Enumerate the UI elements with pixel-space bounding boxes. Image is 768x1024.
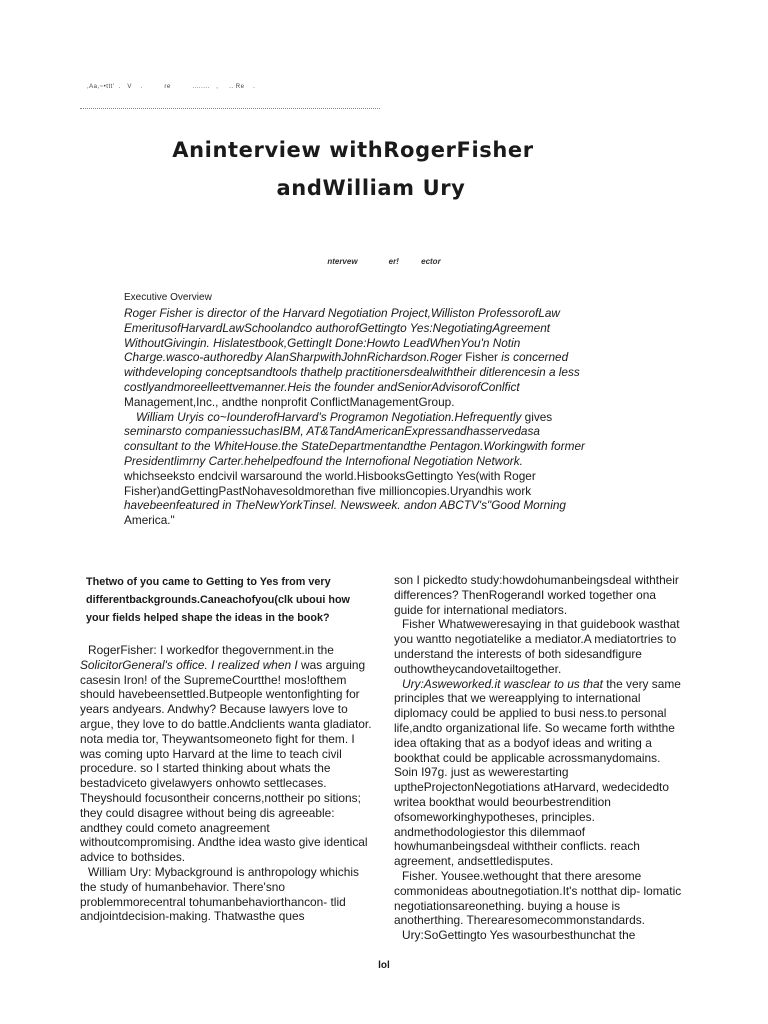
text-run: America." [124, 513, 175, 528]
right-column [394, 573, 684, 943]
page-number: lol [378, 960, 390, 971]
text-run: Ury:SoGettingto Yes wasourbesthunchat the [402, 928, 636, 943]
text-run: gives [521, 409, 553, 424]
answer-paragraph [394, 677, 684, 869]
text-run: Roger Fisher [124, 306, 196, 320]
interview-question: Thetwo of you came to Getting to Yes from very differentbackgrounds.Caneachofyou(clk uboui how your fields helped shape the ideas in the book? [86, 576, 350, 624]
text-run: Fisher [461, 350, 502, 365]
executive-overview-heading: Executive Overview [124, 292, 212, 303]
answer-paragraph [80, 643, 372, 865]
summary-paragraph-ury [124, 410, 594, 528]
text-run: Negotiation Project,Williston ProfessorofLaw EmeritusofHarvardLawSchoolandco authorofGettingto Yes:NegotiatingAgreement WithoutGivingin. Hislatestbook,GettingIt Done:Howto LeadWhenYou'n Notin Charge.wasco-authoredby AlanSharpwithJohnRichardson.Roger [124, 306, 560, 365]
text-run: Management,Inc., andthe nonprofit ConflictManagementGroup. [124, 394, 455, 409]
executive-overview [124, 306, 594, 528]
byline: ntervew er! ector [327, 257, 441, 266]
answer-paragraph [394, 617, 684, 676]
text-run: was arguing casesin Iron! of the SupremeCourtthe! mos!ofthem should havebeensettled.Butpeople wentonfighting for years andyears. Andwhy? Because lawyers love to argue, they love to do battle.Andclients wanta gladiator. nota media tor, Theywantsomeoneto fight for them. I was coming upto Harvard at the lime to teach civil procedure. so I started thinking about whats the bestadviceto givelawyers onhowto settlecases. Theyshould focusontheir concerns,nottheir po sitions; they could disagree without being dis agreeable: andthey could cometo anagreement withoutcompromising. Andthe idea wasto give identical advice to bothsides. [80, 657, 372, 865]
text-run: William Uryis co~IounderofHarvard's Programon Negotiation.Hefrequently [136, 409, 522, 424]
text-run: havebeenfeatured in TheNewYorkTinsel. Newsweek. andon ABCTV's"Good Morning [124, 498, 566, 513]
article-title-line-1: Aninterview withRogerFisher [172, 138, 534, 162]
text-run: seminarsto companiessuchasIBM, AT&TandAmericanExpressandhasservedasa consultant to the WhiteHouse.the StateDepartmentandthe Pentagon.Workingwith former Presidentlimrny Carter.hehelpedfound the Internofional Negotiation Network. [124, 424, 585, 468]
text-run: the very same principles that we wereapplying to international diplomacy could be applied to busi ness.to personal life,andto organizational life. So wecame forth withthe idea oftaking that as a bodyof ideas and writing a bookthat could be applicable acrossmanydomains. Soin I97g. just as wewerestarting uptheProjectonNegotiations atHarvard, wedecidedto writea bookthat would beourbestrendition ofsomeworkinghypotheses, principles. andmethodologiestor this dilemmaof howhumanbeingsdeal withtheir conflicts. reach agreement, andsettledisputes. [394, 676, 681, 869]
text-run: Fisher. Yousee.wethought that there aresome commonideas aboutnegotiation.It's notthat dip- lomatic negotiationsareonething. buying a house is anotherthing. Therearesomecommonstandards. [394, 868, 682, 928]
article-title-line-2: andWilliam Ury [276, 176, 466, 200]
text-run: Fisher Whatweweresaying in that guidebook wasthat you wantto negotiatelike a mediator.A mediatortries to understand the interests of both sidesandfigure outhowtheycandovetailtogether. [394, 617, 680, 676]
text-run: is director of the Harvard [195, 306, 328, 320]
text-run: William Ury: Mybackground is anthropology whichis the study of humanbehavior. There'sno problemmorecentral tohumanbehaviorthancon- tlid andjointdecision-making. Thatwasthe ques [80, 864, 359, 924]
answer-paragraph [394, 573, 684, 617]
text-run: is concerned withdeveloping conceptsandtools thathelp practitionersdealwiththeir ditlerencesin a less costlyandmoreelleettvemanner.Heis the founder andSeniorAdvisorofConlfict [124, 350, 580, 394]
text-run: son I pickedto study:howdohumanbeingsdeal withtheir differences? ThenRogerandI worked together ona guide for international mediators. [394, 573, 679, 617]
header-rule [80, 108, 380, 109]
text-run: SolicitorGeneral's office. I realized when I [80, 657, 298, 672]
text-run: whichseeksto endcivil warsaround the world.HisbooksGettingto Yes(with Roger Fisher)andGettingPastNohavesoldmorethan five millioncopies.Uryandhis work [124, 468, 536, 498]
text-run: RogerFisher: I workedfor thegovernment.in the [88, 643, 334, 657]
text-run: Ury:Asweworked.it wasclear to us that [402, 676, 603, 691]
running-header: ,Aa,~•ttt’ . V . re ........ , .. Re . [87, 84, 256, 90]
left-column [80, 573, 372, 924]
summary-paragraph-fisher [124, 306, 594, 410]
answer-paragraph [394, 869, 684, 928]
answer-paragraph [394, 928, 684, 943]
answer-paragraph [80, 865, 372, 924]
